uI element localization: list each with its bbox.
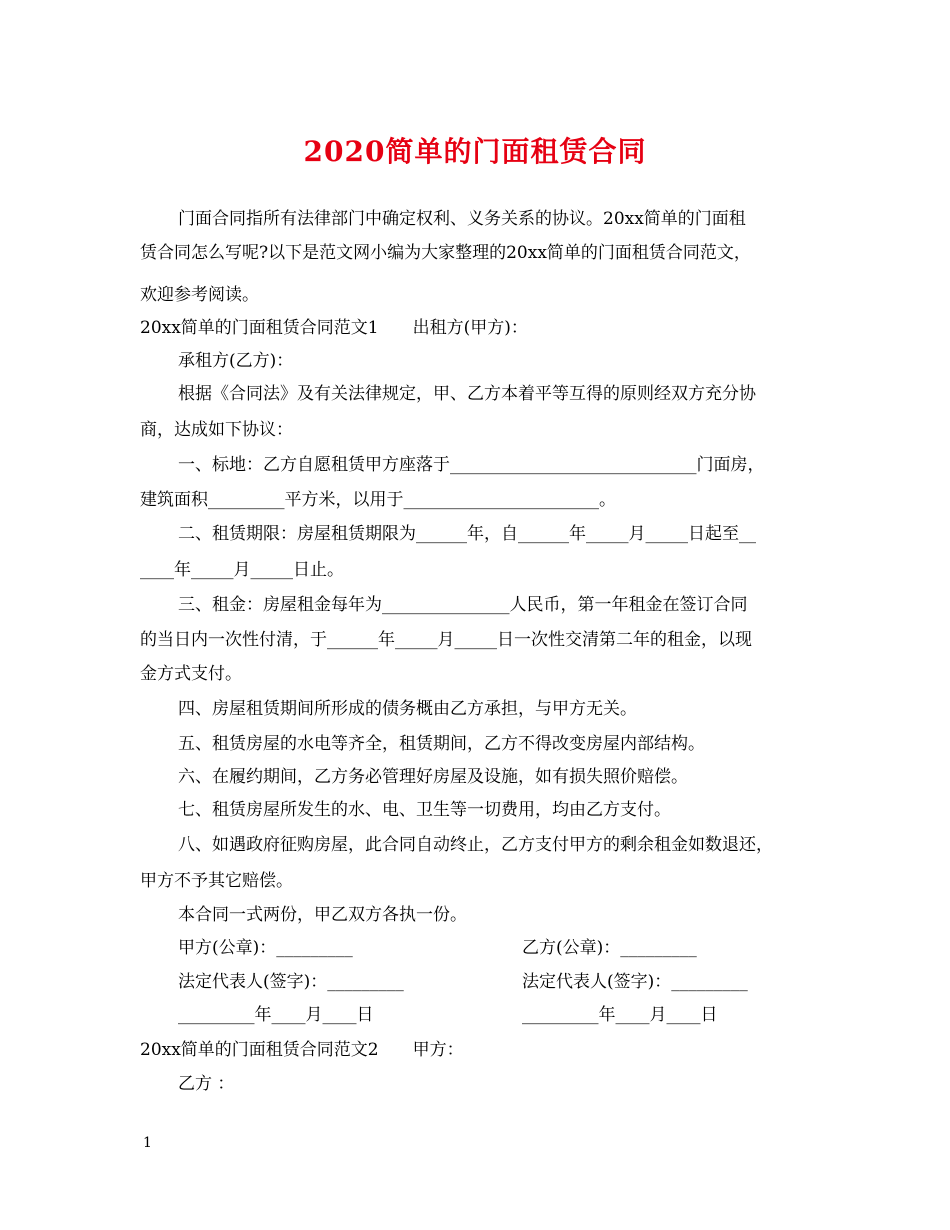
clause-line: 甲方不予其它赔偿。 [140, 871, 293, 891]
clause-line: 八、如遇政府征购房屋，此合同自动终止，乙方支付甲方的剩余租金如数退还， [178, 835, 773, 855]
party-a-date: _________年____月____日 [178, 1005, 374, 1025]
clause-line: 三、租金：房屋租金每年为_______________人民币，第一年租金在签订合同 [178, 595, 748, 615]
clause-line: 七、租赁房屋所发生的水、电、卫生等一切费用，均由乙方支付。 [178, 800, 671, 820]
paragraph-line: 承租方(乙方)： [178, 351, 294, 371]
clause-line: 建筑面积_________平方米，以用于_______________________。 [140, 490, 616, 510]
clause-line: ____年_____月_____日止。 [140, 560, 344, 580]
section-heading: 20xx简单的门面租赁合同范文2 甲方： [140, 1040, 464, 1060]
paragraph-line: 赁合同怎么写呢?以下是范文网小编为大家整理的20xx简单的门面租赁合同范文， [140, 243, 751, 263]
party-a-seal: 甲方(公章)：_________ [178, 938, 353, 958]
paragraph-line: 商，达成如下协议： [140, 420, 293, 440]
section-heading: 20xx简单的门面租赁合同范文1 出租方(甲方)： [140, 318, 528, 338]
document-title: 2020简单的门面租赁合同 [303, 135, 647, 168]
party-b-date: _________年____月____日 [522, 1005, 718, 1025]
clause-line: 五、租赁房屋的水电等齐全，租赁期间，乙方不得改变房屋内部结构。 [178, 734, 705, 754]
clause-line: 本合同一式两份，甲乙双方各执一份。 [178, 905, 467, 925]
clause-line: 一、标地：乙方自愿租赁甲方座落于_____________________________门面房， [178, 455, 765, 475]
party-b-representative: 法定代表人(签字)：_________ [522, 972, 748, 992]
paragraph-line: 根据《合同法》及有关法律规定，甲、乙方本着平等互得的原则经双方充分协 [178, 384, 756, 404]
clause-line: 六、在履约期间，乙方务必管理好房屋及设施，如有损失照价赔偿。 [178, 767, 688, 787]
party-a-representative: 法定代表人(签字)：_________ [178, 972, 404, 992]
clause-line: 金方式支付。 [140, 664, 242, 684]
party-b-seal: 乙方(公章)：_________ [522, 938, 697, 958]
clause-line: 四、房屋租赁期间所形成的债务概由乙方承担，与甲方无关。 [178, 699, 637, 719]
clause-line: 的当日内一次性付清，于______年_____月_____日一次性交清第二年的租金，以现 [140, 630, 752, 650]
paragraph-line: 欢迎参考阅读。 [140, 285, 259, 305]
page-number: 1 [143, 1135, 152, 1151]
paragraph-line: 门面合同指所有法律部门中确定权利、义务关系的协议。20xx简单的门面租 [178, 209, 746, 229]
clause-line: 二、租赁期限：房屋租赁期限为______年，自______年_____月_____日起至__ [178, 524, 756, 544]
paragraph-line: 乙方 ： [178, 1074, 235, 1094]
